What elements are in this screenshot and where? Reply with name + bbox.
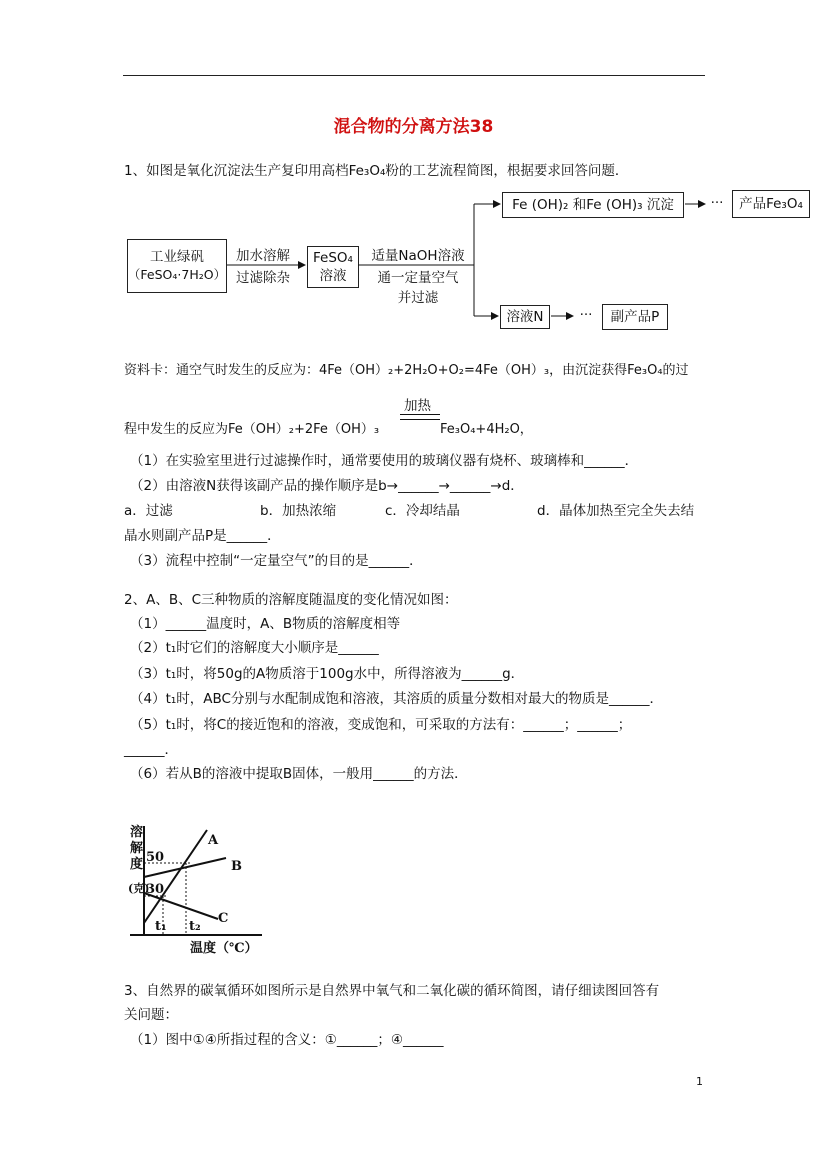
q3-stem-line1: 3、自然界的碳氧循环如图所示是自然界中氧气和二氧化碳的循环简图，请仔细读图回答有: [124, 983, 660, 999]
graph-ylabel-2: 解: [130, 841, 144, 856]
q1-part3: （3）流程中控制“一定量空气”的目的是______．: [130, 553, 423, 569]
q1-part2: （2）由溶液N获得该副产品的操作顺序是b→______→______→d．: [130, 478, 524, 494]
q2-part5-cont: ______．: [124, 742, 178, 758]
q1-option-c: c．冷却结晶: [385, 503, 460, 519]
curve-a: [144, 830, 207, 923]
graph-t1-label: t₁: [155, 919, 167, 934]
q1-option-b: b．加热浓缩: [260, 503, 337, 519]
graph-tick-30: 30: [146, 882, 165, 897]
graph-xlabel: 温度（℃）: [190, 941, 258, 956]
graph-tick-50: 50: [146, 850, 165, 865]
q1-option-d-cont: 晶水则副产品P是______．: [124, 528, 281, 544]
q2-part6: （6）若从B的溶液中提取B固体，一般用______的方法．: [130, 766, 468, 782]
graph-ylabel-1: 溶: [130, 825, 144, 840]
flow-raw-line1: 工业绿矾: [150, 249, 204, 265]
q2-stem: 2、A、B、C三种物质的溶解度随温度的变化情况如图：: [124, 592, 458, 608]
flow-step2-line3: 并过滤: [397, 290, 439, 306]
q1-option-a: a．过滤: [124, 503, 173, 519]
q1-info-line1: 资料卡：通空气时发生的反应为：4Fe（OH）₂+2H₂O+O₂=4Fe（OH）₃，由沉淀获得Fe₃O₄的过: [124, 363, 689, 378]
page-title: 混合物的分离方法38: [333, 117, 494, 137]
flow-mid-line1: FeSO₄: [313, 250, 353, 266]
flow-step1-bottom: 过滤除杂: [236, 270, 290, 286]
flow-product-label: 产品Fe₃O₄: [739, 196, 803, 212]
graph-ylabel-3: 度: [130, 857, 144, 872]
q2-part1: （1）______温度时，A、B物质的溶解度相等: [130, 616, 401, 632]
graph-t2-label: t₂: [189, 919, 201, 934]
q1-part1: （1）在实验室里进行过滤操作时，通常要使用的玻璃仪器有烧杯、玻璃棒和______．: [130, 453, 639, 469]
q2-part4: （4）t₁时，ABC分别与水配制成饱和溶液，其溶质的质量分数相对最大的物质是______．: [130, 691, 663, 707]
flow-raw-line2: （FeSO₄·7H₂O）: [127, 267, 227, 282]
q1-heat-label: 加热: [404, 398, 431, 414]
q1-option-d: d．晶体加热至完全失去结: [537, 503, 695, 519]
q3-stem-line2: 关问题：: [124, 1007, 178, 1023]
flow-step1-top: 加水溶解: [236, 248, 290, 264]
graph-ylabel-4: (克): [128, 882, 150, 895]
flow-byproduct-label: 副产品P: [610, 309, 660, 325]
flow-precipitate-label: Fe (OH)₂ 和Fe (OH)₃ 沉淀: [512, 197, 674, 213]
flow-step2-line2: 通一定量空气: [377, 270, 459, 286]
flow-step2-top: 适量NaOH溶液: [371, 248, 465, 264]
flow-mid-line2: 溶液: [319, 268, 347, 284]
graph-label-c: C: [218, 911, 229, 926]
q3-part1: （1）图中①④所指过程的含义：①______；④______: [130, 1032, 444, 1048]
graph-label-b: B: [231, 859, 242, 874]
q1-stem: 1、如图是氧化沉淀法生产复印用高档Fe₃O₄粉的工艺流程简图，根据要求回答问题．: [124, 163, 629, 179]
flow-solution-n-label: 溶液N: [506, 309, 544, 325]
graph-label-a: A: [208, 833, 219, 848]
q2-part5: （5）t₁时，将C的接近饱和的溶液，变成饱和，可采取的方法有：______；______；: [130, 717, 632, 733]
q2-part3: （3）t₁时，将50g的A物质溶于100g水中，所得溶液为______g．: [130, 666, 525, 682]
flow-dots-2: ···: [579, 307, 593, 323]
page-number: 1: [696, 1075, 703, 1088]
flow-dots-1: ···: [710, 195, 724, 211]
q1-info-line2-right: Fe₃O₄+4H₂O，: [440, 422, 533, 437]
q1-info-line2-left: 程中发生的反应为Fe（OH）₂+2Fe（OH）₃: [124, 422, 380, 437]
q2-part2: （2）t₁时它们的溶解度大小顺序是______: [130, 640, 379, 656]
